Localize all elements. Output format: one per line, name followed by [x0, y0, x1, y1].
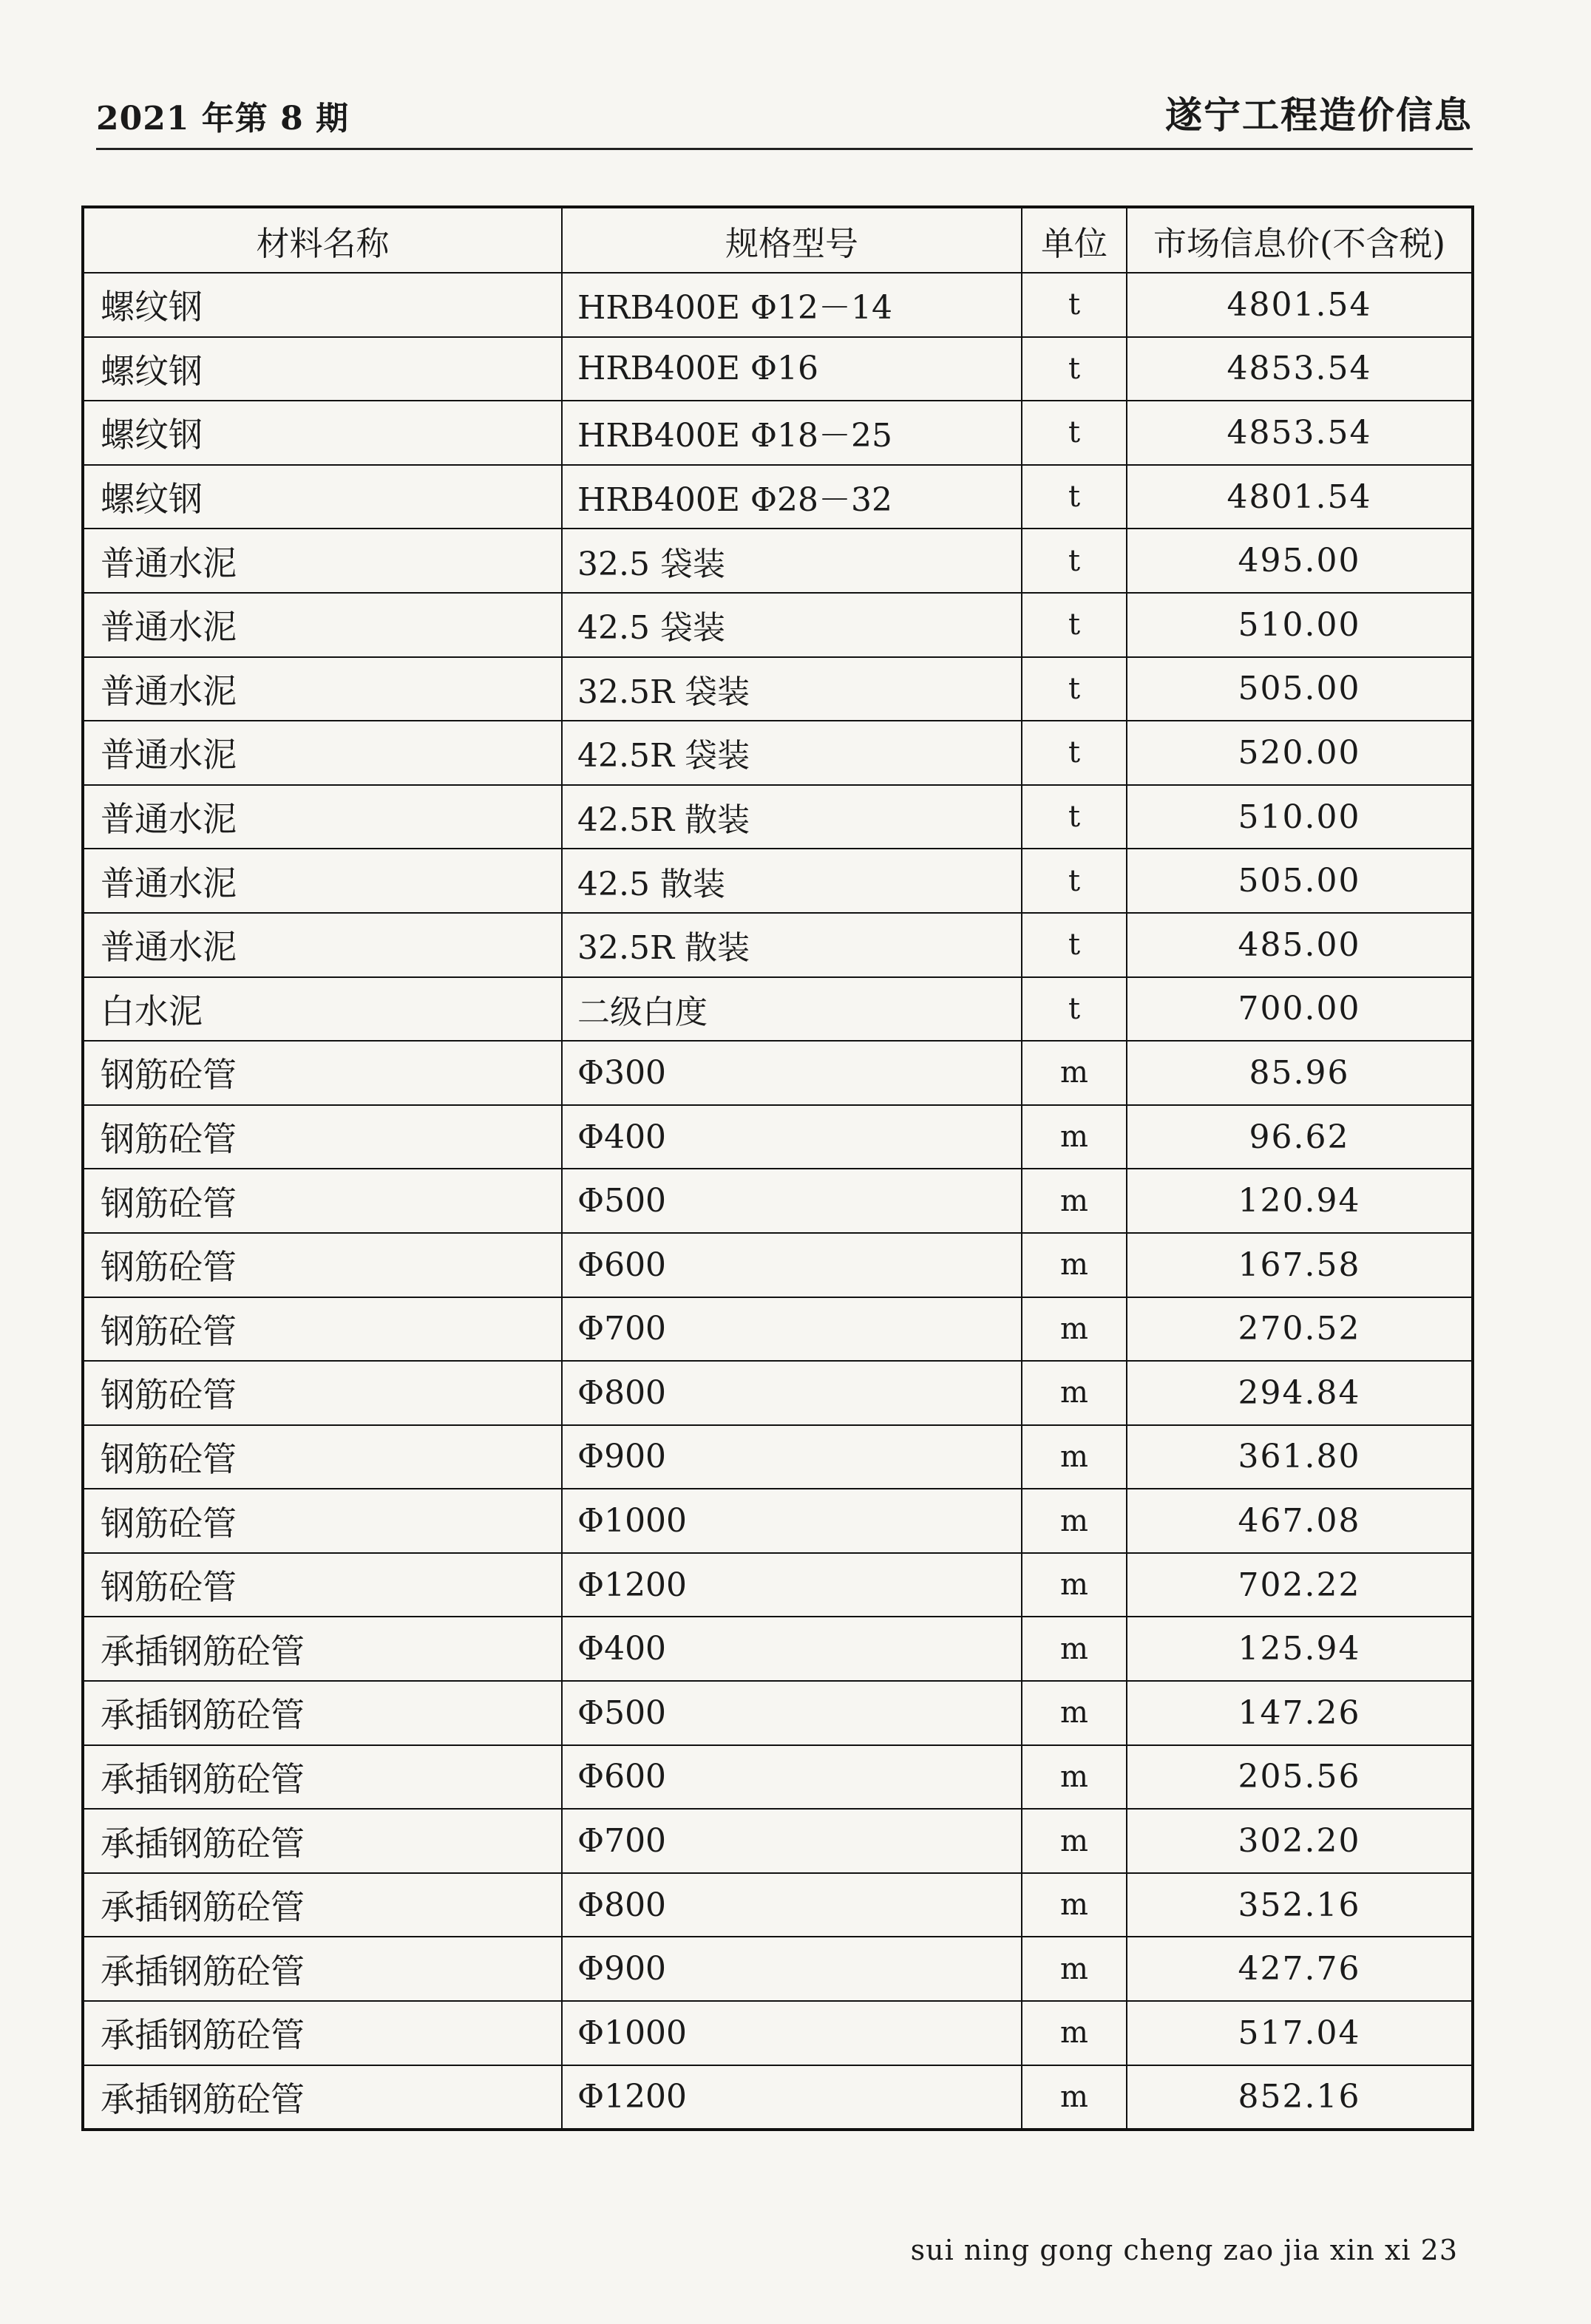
spec-cell: Φ1200 [562, 2065, 1022, 2130]
material-name-cell: 钢筋砼管 [83, 1553, 562, 1617]
material-name-cell: 承插钢筋砼管 [83, 2065, 562, 2130]
price-cell: 270.52 [1127, 1297, 1473, 1362]
spec-cell: Φ800 [562, 1361, 1022, 1425]
spec-cell: Φ600 [562, 1233, 1022, 1297]
price-cell: 352.16 [1127, 1873, 1473, 1937]
unit-cell: t [1022, 657, 1127, 721]
spec-cell: Φ400 [562, 1617, 1022, 1681]
table-row [83, 1873, 1473, 1937]
table-row [83, 401, 1473, 465]
table-row [83, 1425, 1473, 1489]
unit-cell: t [1022, 529, 1127, 593]
unit-cell: m [1022, 1873, 1127, 1937]
material-name-cell: 钢筋砼管 [83, 1489, 562, 1553]
publication-title: 遂宁工程造价信息 [1165, 93, 1473, 137]
price-cell: 4853.54 [1127, 337, 1473, 401]
spec-cell: HRB400E Φ12－14 [562, 273, 1022, 337]
table-row [83, 1745, 1473, 1810]
material-name-cell: 承插钢筋砼管 [83, 1937, 562, 2001]
spec-cell: 32.5R 散装 [562, 913, 1022, 977]
price-cell: 510.00 [1127, 785, 1473, 849]
spec-cell: Φ1200 [562, 1553, 1022, 1617]
column-header-spec: 规格型号 [562, 207, 1022, 273]
spec-cell: HRB400E Φ16 [562, 337, 1022, 401]
material-name-cell: 普通水泥 [83, 657, 562, 721]
price-cell: 495.00 [1127, 529, 1473, 593]
table-header-row [83, 207, 1473, 273]
table-row [83, 1489, 1473, 1553]
spec-cell: 二级白度 [562, 977, 1022, 1042]
material-name-cell: 钢筋砼管 [83, 1361, 562, 1425]
table-row [83, 657, 1473, 721]
price-cell: 167.58 [1127, 1233, 1473, 1297]
material-name-cell: 螺纹钢 [83, 337, 562, 401]
unit-cell: t [1022, 785, 1127, 849]
table-row [83, 1937, 1473, 2001]
table-row [83, 913, 1473, 977]
table-row [83, 2001, 1473, 2065]
unit-cell: m [1022, 1553, 1127, 1617]
column-header-name: 材料名称 [83, 207, 562, 273]
price-cell: 510.00 [1127, 593, 1473, 657]
material-name-cell: 普通水泥 [83, 529, 562, 593]
price-cell: 205.56 [1127, 1745, 1473, 1810]
table-row [83, 1681, 1473, 1745]
column-header-unit: 单位 [1022, 207, 1127, 273]
price-cell: 125.94 [1127, 1617, 1473, 1681]
price-cell: 700.00 [1127, 977, 1473, 1042]
spec-cell: 42.5 袋装 [562, 593, 1022, 657]
unit-cell: m [1022, 1233, 1127, 1297]
unit-cell: m [1022, 1745, 1127, 1810]
spec-cell: Φ900 [562, 1425, 1022, 1489]
price-cell: 147.26 [1127, 1681, 1473, 1745]
spec-cell: Φ500 [562, 1169, 1022, 1233]
unit-cell: m [1022, 1489, 1127, 1553]
table-row [83, 1233, 1473, 1297]
unit-cell: m [1022, 1169, 1127, 1233]
unit-cell: t [1022, 593, 1127, 657]
spec-cell: Φ300 [562, 1041, 1022, 1105]
price-cell: 702.22 [1127, 1553, 1473, 1617]
material-name-cell: 普通水泥 [83, 913, 562, 977]
price-cell: 85.96 [1127, 1041, 1473, 1105]
table-row [83, 1553, 1473, 1617]
unit-cell: t [1022, 913, 1127, 977]
table-row [83, 1361, 1473, 1425]
spec-cell: HRB400E Φ28－32 [562, 465, 1022, 529]
spec-cell: 42.5R 袋装 [562, 721, 1022, 785]
column-header-price: 市场信息价(不含税) [1127, 207, 1473, 273]
issue-label: 2021 年第 8 期 [96, 100, 350, 137]
price-cell: 96.62 [1127, 1105, 1473, 1169]
unit-cell: t [1022, 849, 1127, 913]
price-cell: 4801.54 [1127, 273, 1473, 337]
unit-cell: m [1022, 1105, 1127, 1169]
material-name-cell: 钢筋砼管 [83, 1169, 562, 1233]
unit-cell: m [1022, 1681, 1127, 1745]
material-name-cell: 承插钢筋砼管 [83, 1617, 562, 1681]
unit-cell: t [1022, 273, 1127, 337]
table-row [83, 721, 1473, 785]
material-name-cell: 普通水泥 [83, 785, 562, 849]
material-name-cell: 白水泥 [83, 977, 562, 1042]
unit-cell: t [1022, 401, 1127, 465]
material-name-cell: 螺纹钢 [83, 401, 562, 465]
table-row [83, 1297, 1473, 1362]
table-row [83, 593, 1473, 657]
spec-cell: Φ800 [562, 1873, 1022, 1937]
table-row [83, 2065, 1473, 2130]
table-row [83, 1809, 1473, 1873]
material-name-cell: 钢筋砼管 [83, 1297, 562, 1362]
material-name-cell: 螺纹钢 [83, 273, 562, 337]
page-footer: sui ning gong cheng zao jia xin xi 23 [910, 2234, 1458, 2266]
spec-cell: Φ500 [562, 1681, 1022, 1745]
price-cell: 4801.54 [1127, 465, 1473, 529]
unit-cell: m [1022, 1809, 1127, 1873]
price-cell: 467.08 [1127, 1489, 1473, 1553]
table-row [83, 849, 1473, 913]
spec-cell: Φ700 [562, 1297, 1022, 1362]
table-row [83, 785, 1473, 849]
unit-cell: m [1022, 1617, 1127, 1681]
price-cell: 294.84 [1127, 1361, 1473, 1425]
material-name-cell: 承插钢筋砼管 [83, 1745, 562, 1810]
unit-cell: t [1022, 337, 1127, 401]
spec-cell: 42.5R 散装 [562, 785, 1022, 849]
unit-cell: t [1022, 721, 1127, 785]
price-cell: 520.00 [1127, 721, 1473, 785]
price-cell: 120.94 [1127, 1169, 1473, 1233]
spec-cell: 42.5 散装 [562, 849, 1022, 913]
material-name-cell: 螺纹钢 [83, 465, 562, 529]
unit-cell: t [1022, 465, 1127, 529]
spec-cell: Φ1000 [562, 1489, 1022, 1553]
unit-cell: m [1022, 2065, 1127, 2130]
table-row [83, 1105, 1473, 1169]
material-name-cell: 普通水泥 [83, 849, 562, 913]
table-row [83, 529, 1473, 593]
material-name-cell: 承插钢筋砼管 [83, 2001, 562, 2065]
material-name-cell: 钢筋砼管 [83, 1041, 562, 1105]
unit-cell: m [1022, 1361, 1127, 1425]
unit-cell: t [1022, 977, 1127, 1042]
price-cell: 852.16 [1127, 2065, 1473, 2130]
spec-cell: Φ400 [562, 1105, 1022, 1169]
unit-cell: m [1022, 1041, 1127, 1105]
table-row [83, 1041, 1473, 1105]
spec-cell: 32.5 袋装 [562, 529, 1022, 593]
spec-cell: Φ700 [562, 1809, 1022, 1873]
spec-cell: Φ1000 [562, 2001, 1022, 2065]
price-cell: 517.04 [1127, 2001, 1473, 2065]
material-name-cell: 钢筋砼管 [83, 1233, 562, 1297]
price-cell: 505.00 [1127, 657, 1473, 721]
material-name-cell: 承插钢筋砼管 [83, 1681, 562, 1745]
spec-cell: 32.5R 袋装 [562, 657, 1022, 721]
material-name-cell: 承插钢筋砼管 [83, 1809, 562, 1873]
table-row [83, 465, 1473, 529]
price-cell: 361.80 [1127, 1425, 1473, 1489]
page-header [96, 87, 1473, 150]
unit-cell: m [1022, 1297, 1127, 1362]
table-row [83, 273, 1473, 337]
table-row [83, 1169, 1473, 1233]
material-name-cell: 钢筋砼管 [83, 1425, 562, 1489]
table-row [83, 977, 1473, 1042]
price-table [81, 205, 1474, 2131]
table-body [83, 273, 1473, 2130]
price-cell: 505.00 [1127, 849, 1473, 913]
price-cell: 427.76 [1127, 1937, 1473, 2001]
spec-cell: HRB400E Φ18－25 [562, 401, 1022, 465]
material-name-cell: 普通水泥 [83, 721, 562, 785]
unit-cell: m [1022, 2001, 1127, 2065]
unit-cell: m [1022, 1425, 1127, 1489]
price-cell: 485.00 [1127, 913, 1473, 977]
table-row [83, 337, 1473, 401]
spec-cell: Φ600 [562, 1745, 1022, 1810]
price-cell: 4853.54 [1127, 401, 1473, 465]
unit-cell: m [1022, 1937, 1127, 2001]
material-name-cell: 钢筋砼管 [83, 1105, 562, 1169]
material-name-cell: 承插钢筋砼管 [83, 1873, 562, 1937]
material-name-cell: 普通水泥 [83, 593, 562, 657]
spec-cell: Φ900 [562, 1937, 1022, 2001]
table-row [83, 1617, 1473, 1681]
price-cell: 302.20 [1127, 1809, 1473, 1873]
